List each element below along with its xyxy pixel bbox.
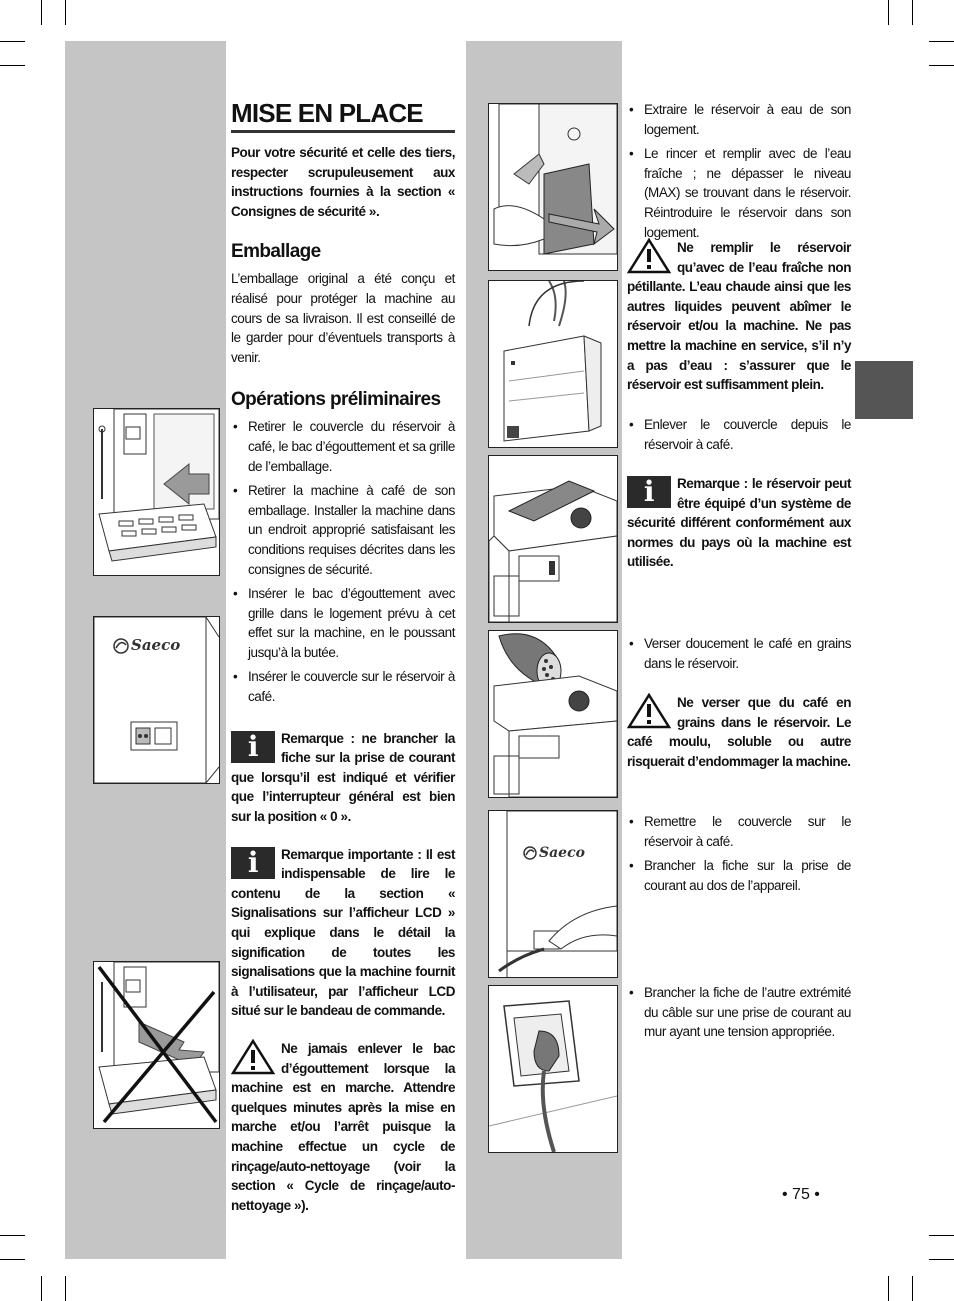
- list-item: • Remettre le couvercle sur le réservoir à café.: [627, 812, 851, 851]
- note-text: Remarque importante : Il est indispensable de lire le contenu de la section « Signalisations sur l’afficheur LCD » qui explique dans le détail la signification de toutes les signalisations que la machine fournit à l’utilisateur, par l’afficheur LCD situé sur le bandeau de commande.: [231, 846, 455, 1019]
- figure-plug-machine-back: [488, 810, 618, 978]
- warning-text: Ne verser que du café en grains dans le réservoir. Le café moulu, soluble ou autre risquerait d’endommager la machine.: [627, 695, 851, 769]
- operations-heading: Opérations préliminaires: [231, 389, 441, 411]
- list-item: • Le rincer et remplir avec de l’eau fraîche ; ne dépasser le niveau (MAX) se trouvant dans le réservoir. Réintroduire le réservoir dans son logement.: [627, 144, 851, 242]
- figure-remove-bean-lid: [488, 455, 618, 623]
- left-text-column: [231, 98, 455, 1215]
- warning-text: Ne remplir le réservoir qu’avec de l’eau fraîche non pétillante. L’eau chaude ainsi que les autres liquides peuvent abîmer le réservoir et/ou la machine. Ne pas mettre la machine en service, s’il n’y a pas d’eau : s’assurer que le réservoir est suffisamment plein.: [627, 240, 851, 393]
- figure-extract-water-tank: [488, 103, 618, 271]
- figure-insert-drip-tray: [93, 408, 220, 576]
- list-item: • Retirer le couvercle du réservoir à café, le bac d’égouttement et sa grille de l’emballage.: [231, 417, 455, 476]
- warning-text: Ne jamais enlever le bac d’égouttement lorsque la machine est en marche. Attendre quelques minutes après la mise en marche et/ou l’arrêt puisque la machine effectue un cycle de rinçage/auto-nettoyage (voir la section « Cycle de rinçage/auto-nettoyage »).: [231, 1040, 455, 1213]
- note-safety-system: [627, 474, 851, 572]
- beans-block: [627, 634, 851, 678]
- emballage-heading: Emballage: [231, 241, 321, 263]
- right-text-column: [627, 100, 851, 247]
- warning-icon: [627, 238, 671, 274]
- list-item: • Enlever le couvercle depuis le réservoir à café.: [627, 415, 851, 454]
- figure-machine-side-switch: [93, 616, 220, 784]
- safety-intro: Pour votre sécurité et celle des tiers, respecter scrupuleusement aux instructions fournies à la section « Consignes de sécurité ».: [231, 145, 455, 219]
- wall-list: [627, 983, 851, 1042]
- figure-fill-water-tank: [488, 280, 618, 448]
- saeco-logo-text: Saeco: [131, 636, 181, 654]
- note-text: Remarque : ne brancher la fiche sur la prise de courant que lorsqu’il est indiqué et vérifier que l’interrupteur général est bien sur la position « 0 ».: [231, 730, 455, 825]
- warning-icon: [231, 1039, 275, 1075]
- list-item: • Insérer le bac d’égouttement avec grille dans le logement prévu à cet effet sur la machine, en le poussant jusqu’à la butée.: [231, 584, 455, 662]
- warning-beans: [627, 693, 851, 771]
- operations-list: [231, 417, 455, 706]
- warning-water-block: [627, 238, 851, 395]
- warning-icon: [627, 693, 671, 729]
- warning-water: [627, 238, 851, 395]
- saeco-logo-text: Saeco: [539, 845, 585, 861]
- figure-wall-socket: [488, 985, 618, 1153]
- lid-list: [627, 415, 851, 454]
- page-number: • 75 •: [782, 1186, 820, 1203]
- note-safety-block: [627, 474, 851, 572]
- list-item: • Brancher la fiche sur la prise de courant au dos de l’appareil.: [627, 856, 851, 895]
- note-lcd: [231, 845, 455, 1021]
- figure-do-not-remove-tray: [93, 961, 220, 1129]
- note-power-plug: [231, 729, 455, 827]
- wall-block: [627, 983, 851, 1047]
- reservoir-list: [627, 100, 851, 242]
- list-item: • Retirer la machine à café de son emballage. Installer la machine dans un endroit approprié satisfaisant les conditions requises décrites dans les consignes de sécurité.: [231, 481, 455, 579]
- list-item: • Extraire le réservoir à eau de son logement.: [627, 100, 851, 139]
- plug-block: [627, 812, 851, 900]
- list-item: • Insérer le couvercle sur le réservoir à café.: [231, 667, 455, 706]
- warning-beans-block: [627, 693, 851, 771]
- plug-list: [627, 812, 851, 895]
- chapter-tab: [855, 361, 913, 419]
- page-title: MISE EN PLACE: [231, 98, 455, 133]
- warning-drip-tray: [231, 1039, 455, 1215]
- figure-pour-coffee-beans: [488, 630, 618, 798]
- info-icon: i: [627, 476, 671, 508]
- info-icon: i: [231, 847, 275, 879]
- emballage-text: L’emballage original a été conçu et réalisé pour protéger la machine au cours de sa livraison. Il est conseillé de le garder pour d’éventuels transports à venir.: [231, 271, 455, 365]
- list-item: • Brancher la fiche de l’autre extrémité du câble sur une prise de courant au mur ayant une tension appropriée.: [627, 983, 851, 1042]
- note-text: Remarque : le réservoir peut être équipé d’un système de sécurité différent conformément aux normes du pays où la machine est utilisée.: [627, 476, 851, 570]
- beans-list: [627, 634, 851, 673]
- lid-block: [627, 415, 851, 459]
- info-icon: i: [231, 731, 275, 763]
- list-item: • Verser doucement le café en grains dans le réservoir.: [627, 634, 851, 673]
